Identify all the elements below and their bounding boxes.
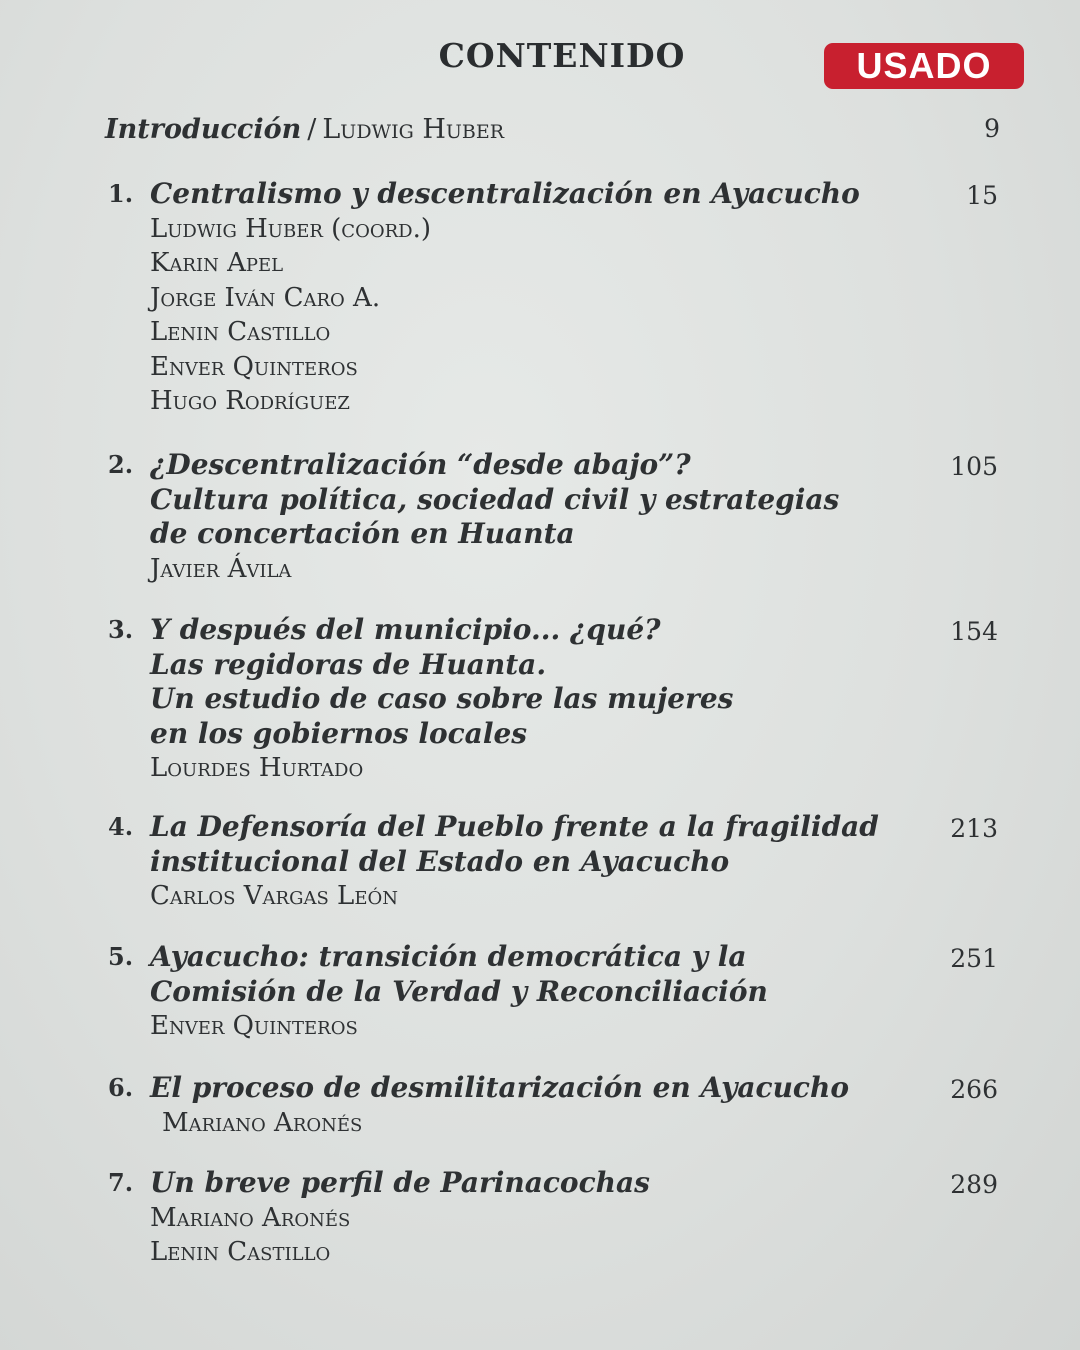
toc-entry-chapter-1 bbox=[108, 177, 998, 419]
toc-entry-chapter-3 bbox=[108, 613, 998, 786]
intro-page-number: 9 bbox=[984, 114, 1000, 143]
toc-entry-intro bbox=[105, 114, 1000, 145]
chapter-author: Mariano Aronés bbox=[150, 1202, 351, 1233]
chapter-author: Lenin Castillo bbox=[150, 1237, 331, 1267]
chapter-author: Carlos Vargas León bbox=[150, 881, 398, 911]
chapter-title-line: Un estudio de caso sobre las mujeres bbox=[150, 682, 734, 715]
chapter-author: Ludwig Huber (coord.) bbox=[150, 213, 431, 244]
chapter-title-line: institucional del Estado en Ayacucho bbox=[150, 844, 730, 878]
used-badge: USADO bbox=[824, 43, 1024, 89]
chapter-page-number: 266 bbox=[950, 1075, 998, 1104]
chapter-title-line: Cultura política, sociedad civil y estrategias bbox=[150, 482, 840, 516]
intro-title: Introducción bbox=[105, 114, 302, 145]
intro-author: Ludwig Huber bbox=[322, 114, 505, 145]
toc-entry-chapter-7 bbox=[108, 1166, 998, 1270]
chapter-author: Hugo Rodríguez bbox=[150, 386, 350, 416]
chapter-number: 2. bbox=[108, 450, 134, 479]
chapter-author: Enver Quinteros bbox=[150, 1011, 358, 1041]
chapter-title-line: Ayacucho: transición democrática y la bbox=[150, 940, 747, 973]
chapter-page-number: 251 bbox=[950, 944, 998, 973]
chapter-title-line: Un breve perfil de Parinacochas bbox=[150, 1166, 650, 1199]
page-title: CONTENIDO bbox=[438, 36, 686, 75]
chapter-page-number: 15 bbox=[966, 181, 998, 210]
chapter-author: Lenin Castillo bbox=[150, 317, 331, 347]
chapter-author: Javier Ávila bbox=[150, 553, 292, 584]
chapter-page-number: 105 bbox=[950, 452, 998, 481]
chapter-title-line: Comisión de la Verdad y Reconciliación bbox=[150, 974, 768, 1008]
chapter-title-line: de concertación en Huanta bbox=[150, 517, 575, 550]
chapter-author: Lourdes Hurtado bbox=[150, 753, 364, 783]
chapter-number: 3. bbox=[108, 615, 134, 644]
chapter-page-number: 213 bbox=[950, 814, 998, 843]
toc-entry-chapter-2 bbox=[108, 448, 998, 586]
chapter-title-line: en los gobiernos locales bbox=[150, 716, 528, 750]
chapter-page-number: 154 bbox=[950, 617, 998, 646]
chapter-title-line: Centralismo y descentralización en Ayacucho bbox=[150, 177, 860, 210]
toc-entry-chapter-5 bbox=[108, 940, 998, 1044]
chapter-title-line: El proceso de desmilitarización en Ayacucho bbox=[150, 1071, 850, 1104]
chapter-page-number: 289 bbox=[950, 1170, 998, 1199]
intro-separator: / bbox=[307, 114, 317, 145]
chapter-title-line: La Defensoría del Pueblo frente a la fragilidad bbox=[150, 810, 879, 843]
chapter-title-line: Y después del municipio... ¿qué? bbox=[150, 613, 661, 646]
chapter-number: 5. bbox=[108, 942, 134, 971]
chapter-title-line: ¿Descentralización “desde abajo”? bbox=[150, 448, 691, 481]
toc-entry-chapter-6 bbox=[108, 1071, 998, 1140]
chapter-author: Enver Quinteros bbox=[150, 351, 358, 382]
chapter-title-line: Las regidoras de Huanta. bbox=[150, 647, 547, 681]
chapter-number: 4. bbox=[108, 812, 134, 841]
chapter-author: Mariano Aronés bbox=[162, 1107, 363, 1138]
chapter-number: 1. bbox=[108, 179, 134, 208]
chapter-author: Karin Apel bbox=[150, 248, 284, 278]
chapter-author: Jorge Iván Caro A. bbox=[150, 282, 381, 313]
toc-entry-chapter-4 bbox=[108, 810, 998, 914]
chapter-number: 6. bbox=[108, 1073, 134, 1102]
chapter-number: 7. bbox=[108, 1168, 134, 1197]
